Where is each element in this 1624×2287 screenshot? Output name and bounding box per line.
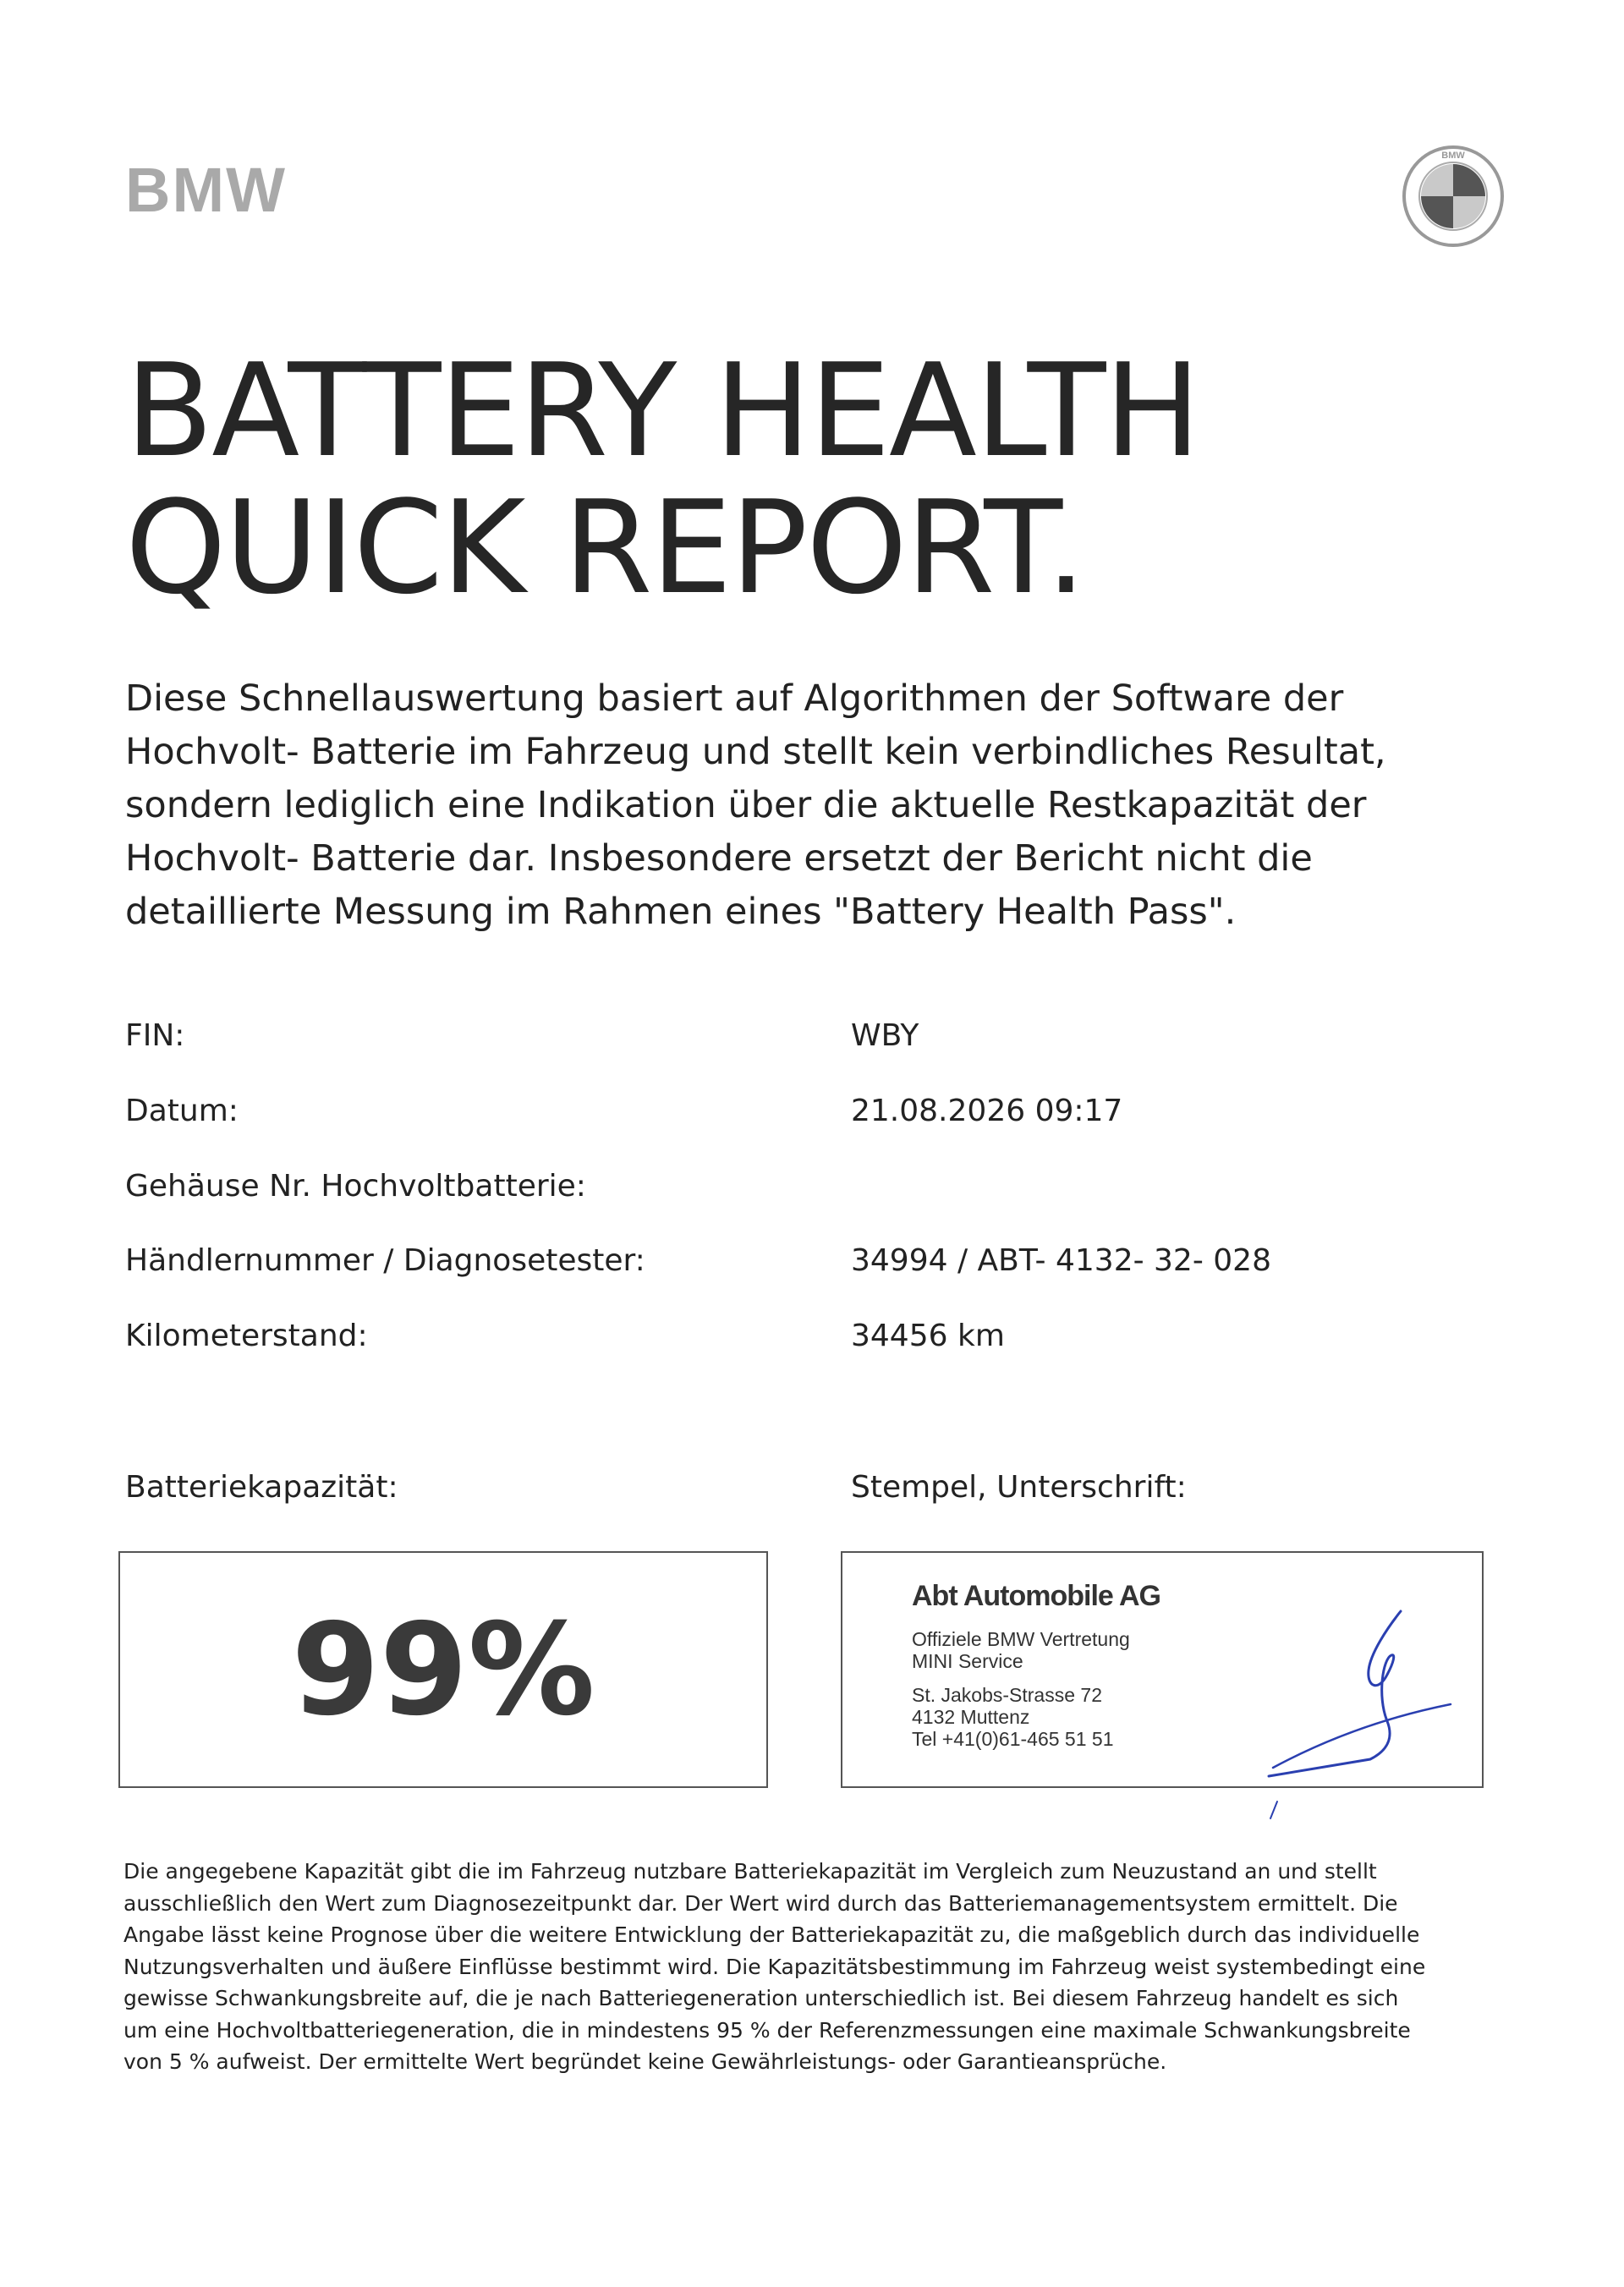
intro-line: Diese Schnellauswertung basiert auf Algorithmen der Software der bbox=[125, 677, 1344, 720]
mileage-label: Kilometerstand: bbox=[125, 1319, 368, 1353]
footnote-line: Die angegebene Kapazität gibt die im Fahrzeug nutzbare Batteriekapazität im Vergleich zum Neuzustand an und stellt bbox=[123, 1859, 1377, 1884]
dealer-stamp bbox=[912, 1580, 1160, 1750]
stamp-line: MINI Service bbox=[912, 1650, 1023, 1672]
svg-text:BMW: BMW bbox=[1441, 151, 1465, 161]
footnote-line: ausschließlich den Wert zum Diagnosezeitpunkt dar. Der Wert wird durch das Batteriemanagementsystem ermittelt. Die bbox=[123, 1890, 1398, 1916]
stamp-city: 4132 Muttenz bbox=[912, 1706, 1030, 1728]
capacity-value: 99% bbox=[291, 1597, 595, 1744]
stamp-street: St. Jakobs-Strasse 72 bbox=[912, 1684, 1102, 1706]
stamp-company: Abt Automobile AG bbox=[912, 1580, 1160, 1612]
stamp-signature-label: Stempel, Unterschrift: bbox=[851, 1470, 1187, 1505]
intro-line: detaillierte Messung im Rahmen eines "Battery Health Pass". bbox=[125, 891, 1237, 933]
battery-housing-label: Gehäuse Nr. Hochvoltbatterie: bbox=[125, 1169, 586, 1204]
date-label: Datum: bbox=[125, 1094, 239, 1128]
stamp-phone: Tel +41(0)61-465 51 51 bbox=[912, 1728, 1114, 1750]
capacity-label: Batteriekapazität: bbox=[125, 1470, 398, 1505]
fin-value: WBY bbox=[851, 1018, 919, 1053]
footnote-line: gewisse Schwankungsbreite auf, die je nach Batteriegeneration unterschiedlich ist. Bei diesem Fahrzeug handelt es sich bbox=[123, 1986, 1399, 2010]
intro-line: Hochvolt- Batterie im Fahrzeug und stellt kein verbindliches Resultat, bbox=[125, 731, 1386, 773]
date-value: 21.08.2026 09:17 bbox=[851, 1094, 1123, 1128]
title-line-2: QUICK REPORT. bbox=[125, 473, 1085, 622]
report-title bbox=[125, 336, 1199, 622]
footnote-line: von 5 % aufweist. Der ermittelte Wert begründet keine Gewährleistungs- oder Garantieansprüche. bbox=[123, 2049, 1167, 2074]
intro-paragraph bbox=[125, 672, 1521, 939]
dealer-tester-label: Händlernummer / Diagnosetester: bbox=[125, 1243, 645, 1278]
disclaimer-footnote bbox=[123, 1856, 1511, 2078]
bmw-roundel-icon bbox=[1401, 144, 1506, 249]
footnote-line: Nutzungsverhalten und äußere Einflüsse bestimmt wird. Die Kapazitätsbestimmung im Fahrzeug weist systembedingt eine bbox=[123, 1954, 1426, 1979]
dealer-tester-value: 34994 / ABT- 4132- 32- 028 bbox=[851, 1243, 1271, 1278]
mileage-value: 34456 km bbox=[851, 1319, 1005, 1353]
intro-line: sondern lediglich eine Indikation über die aktuelle Restkapazität der bbox=[125, 784, 1367, 826]
title-line-1: BATTERY HEALTH bbox=[125, 336, 1199, 485]
handwritten-signature bbox=[1260, 1603, 1463, 1823]
footnote-line: Angabe lässt keine Prognose über die weitere Entwicklung der Batteriekapazität zu, die maßgeblich durch das individuelle bbox=[123, 1922, 1420, 1947]
capacity-box bbox=[118, 1551, 768, 1788]
stamp-line: Offiziele BMW Vertretung bbox=[912, 1628, 1130, 1650]
fin-label: FIN: bbox=[125, 1018, 185, 1053]
bmw-wordmark: BMW bbox=[125, 155, 287, 225]
footnote-line: um eine Hochvoltbatteriegeneration, die in mindestens 95 % der Referenzmessungen eine maximale Schwankungsbreite bbox=[123, 2017, 1411, 2043]
intro-line: Hochvolt- Batterie dar. Insbesondere ersetzt der Bericht nicht die bbox=[125, 837, 1313, 880]
